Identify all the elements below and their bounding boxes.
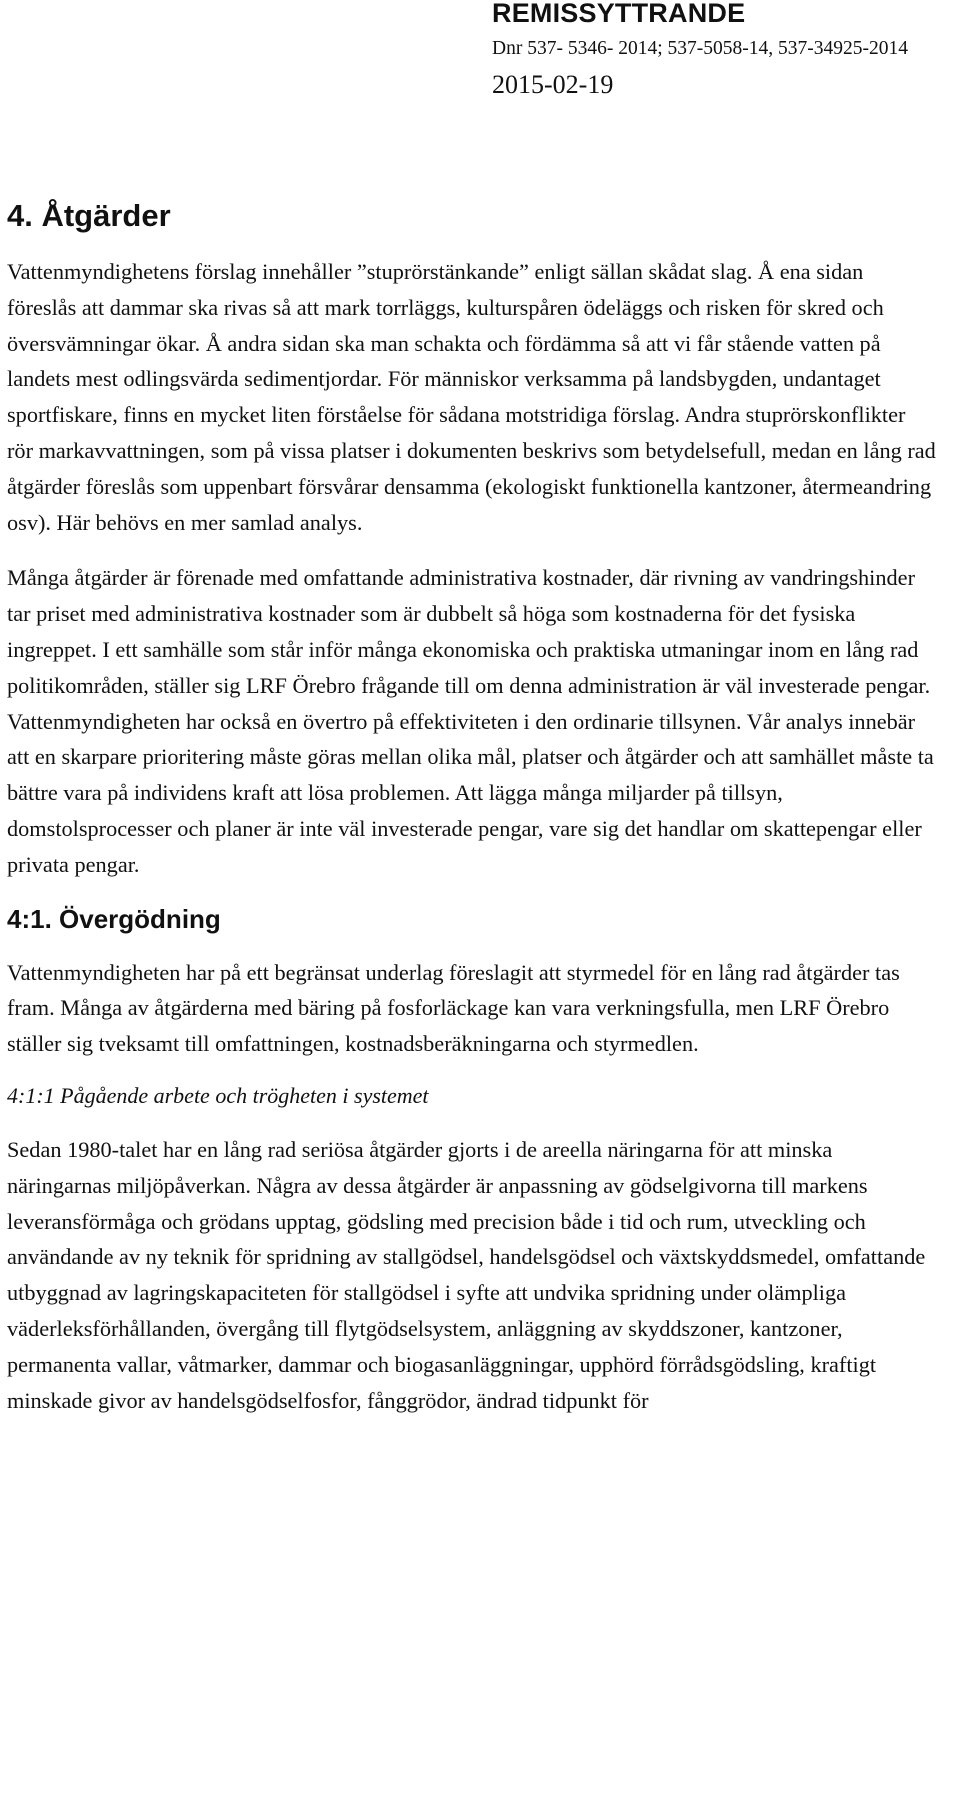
document-body bbox=[7, 198, 937, 1438]
paragraph-pagaende-arbete: Sedan 1980-talet har en lång rad seriösa åtgärder gjorts i de areella näringarna för att minska näringarnas miljöpåverkan. Några av dessa åtgärder är anpassning av gödselgivorna till markens leveransförmåga och grödans upptag, gödsling med precision både i tid och rum, utveckling och användande av ny teknik för spridning av stallgödsel, handelsgödsel och växtskyddsmedel, omfattande utbyggnad av lagringskapaciteten för stallgödsel i syfte att undvika spridning under olämpliga väderleksförhållanden, övergång till flytgödselsystem, anläggning av skyddszoner, kantzoner, permanenta vallar, våtmarker, dammar och biogasanläggningar, upphörd förrådsgödsling, kraftigt minskade givor av handelsgödselfosfor, fånggrödor, ändrad tidpunkt för bbox=[7, 1136, 926, 1413]
paragraph-administrativa-kostnader: Många åtgärder är förenade med omfattande administrativa kostnader, där rivning av vandringshinder tar priset med administrativa kostnader som är dubbelt så höga som kostnaderna för det fysiska ingreppet. I ett samhälle som står inför många ekonomiska och praktiska utmaningar inom en lång rad politikområden, ställer sig LRF Örebro frågande till om denna administration är väl investerade pengar. Vattenmyndigheten har också en övertro på effektiviteten i den ordinarie tillsynen. Vår analys innebär att en skarpare prioritering måste göras mellan olika mål, platser och åtgärder och att samhället måste ta bättre vara på individens kraft att lösa problemen. Att lägga många miljarder på tillsyn, domstolsprocesser och planer är inte väl investerade pengar, vare sig det handlar om skattepengar eller privata pengar. bbox=[7, 565, 934, 877]
paragraph-overgodning: Vattenmyndigheten har på ett begränsat underlag föreslagit att styrmedel för en lång rad åtgärder tas fram. Många av åtgärderna med bäring på fosforläckage kan vara verkningsfulla, men LRF Örebro ställer sig tveksamt till omfattningen, kostnadsberäkningarna och styrmedlen. bbox=[7, 959, 900, 1057]
section-heading-atgarder: 4. Åtgärder bbox=[7, 198, 171, 233]
section-heading-pagaende-arbete: 4:1:1 Pågående arbete och trögheten i systemet bbox=[7, 1082, 429, 1108]
paragraph-stuprorstankande: Vattenmyndighetens förslag innehåller ”stuprörstänkande” enligt sällan skådat slag. Å ena sidan föreslås att dammar ska rivas så att mark torrläggs, kulturspåren ödeläggs och risken för skred och översvämningar ökar. Å andra sidan ska man schakta och fördämma så att vi får stående vatten på landets mest odlingsvärda sedimentjordar. För människor verksamma på landsbygden, undantaget sportfiskare, finns en mycket liten förståelse för sådana motstridiga förslag. Andra stuprörskonflikter rör markavvattningen, som på vissa platser i dokumenten beskrivs som betydelsefull, medan en lång rad åtgärder föreslås som uppenbart försvårar densamma (ekologiskt funktionella kantzoner, återmeandring osv). Här behövs en mer samlad analys. bbox=[7, 259, 936, 535]
document-header bbox=[492, 0, 952, 100]
document-type-title: REMISSYTTRANDE bbox=[492, 0, 746, 28]
reference-numbers: Dnr 537- 5346- 2014; 537-5058-14, 537-34925-2014 bbox=[492, 38, 908, 59]
document-date: 2015-02-19 bbox=[492, 70, 614, 99]
section-heading-overgodning: 4:1. Övergödning bbox=[7, 903, 221, 934]
